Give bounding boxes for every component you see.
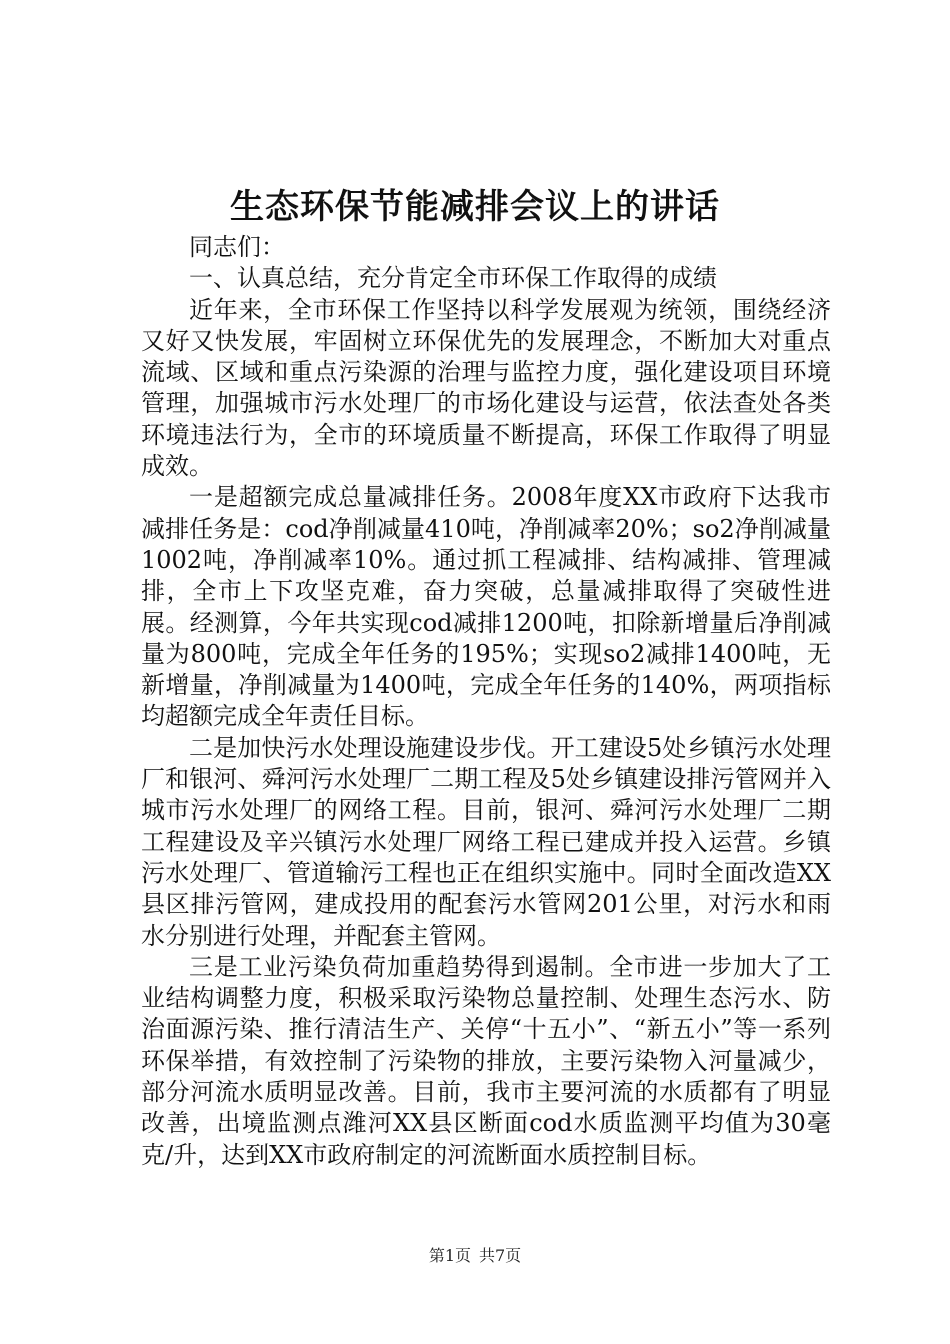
document-title: 生态环保节能减排会议上的讲话	[230, 187, 720, 227]
body-paragraph: 近年来，全市环保工作坚持以科学发展观为统领，围绕经济又好又快发展，牢固树立环保优先的发展理念，不断加大对重点流域、区域和重点污染源的治理与监控力度，强化建设项目环境管理，加强城市污水处理厂的市场化建设与运营，依法查处各类环境违法行为，全市的环境质量不断提高，环保工作取得了明显成效。	[141, 295, 831, 481]
body-paragraph: 三是工业污染负荷加重趋势得到遏制。全市进一步加大了工业结构调整力度，积极采取污染物总量控制、处理生态污水、防治面源污染、推行清洁生产、关停“十五小”、“新五小”等一系列环保举措，有效控制了污染物的排放，主要污染物入河量减少，部分河流水质明显改善。目前，我市主要河流的水质都有了明显改善，出境监测点潍河XX县区断面cod水质监测平均值为30毫克/升，达到XX市政府制定的河流断面水质控制目标。	[141, 952, 831, 1169]
section-heading: 一、认真总结，充分肯定全市环保工作取得的成绩	[189, 264, 717, 293]
page-total: 共7页	[479, 1246, 522, 1265]
salutation-paragraph: 同志们：	[189, 233, 285, 261]
document-body	[141, 232, 831, 1171]
body-paragraph: 二是加快污水处理设施建设步伐。开工建设5处乡镇污水处理厂和银河、舜河污水处理厂二期工程及5处乡镇建设排污管网并入城市污水处理厂的网络工程。目前，银河、舜河污水处理厂二期工程建设及辛兴镇污水处理厂网络工程已建成并投入运营。乡镇污水处理厂、管道输污工程也正在组织实施中。同时全面改造XX县区排污管网，建成投用的配套污水管网201公里，对污水和雨水分别进行处理，并配套主管网。	[141, 733, 831, 950]
page-footer	[0, 1244, 950, 1268]
page-number: 第1页	[428, 1246, 471, 1265]
body-paragraph: 一是超额完成总量减排任务。2008年度XX市政府下达我市减排任务是：cod净削减量410吨，净削减率20%；so2净削减量1002吨，净削减率10%。通过抓工程减排、结构减排、管理减排，全市上下攻坚克难，奋力突破，总量减排取得了突破性进展。经测算，今年共实现cod减排1200吨，扣除新增量后净削减量为800吨，完成全年任务的195%；实现so2减排1400吨，无新增量，净削减量为1400吨，完成全年任务的140%，两项指标均超额完成全年责任目标。	[141, 483, 831, 731]
